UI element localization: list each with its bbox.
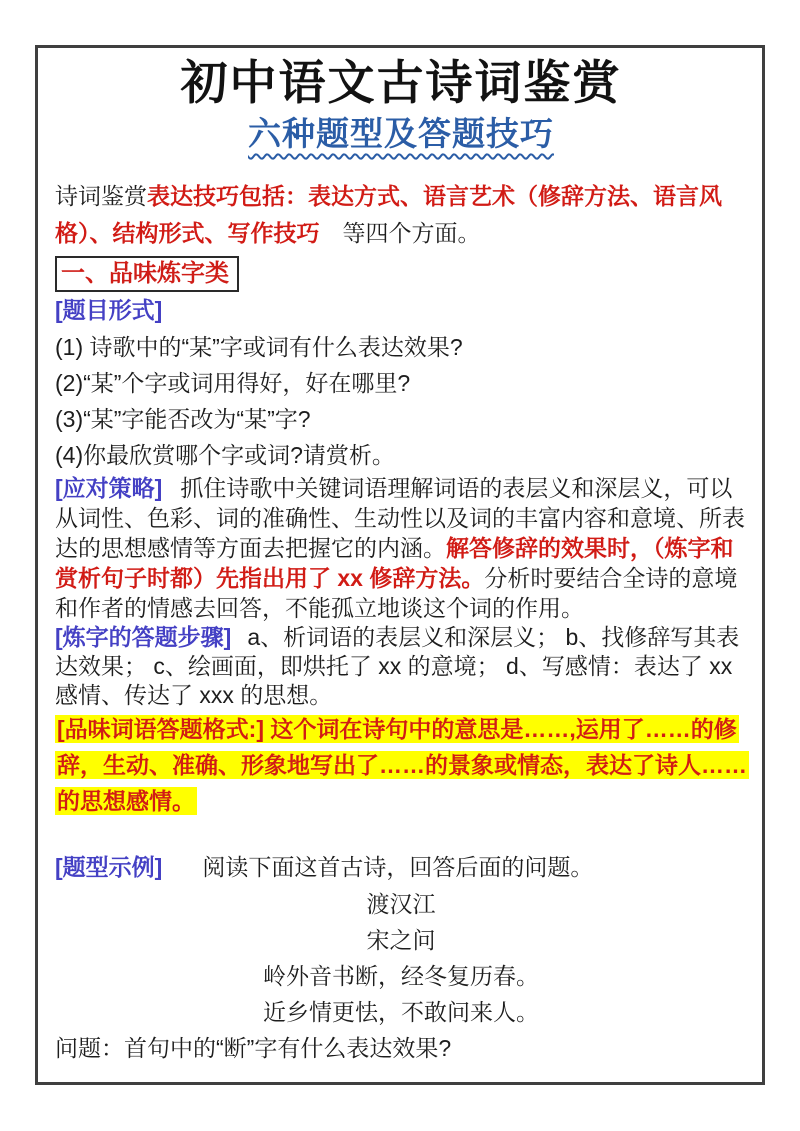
example-instruction: 阅读下面这首古诗，回答后面的问题。 [202, 854, 594, 880]
poem-author: 宋之问 [366, 927, 436, 953]
strategy-text-2: 分析时要结合全诗的意境和作者的情感去回答，不能孤立地谈这个词的作用。 [55, 565, 738, 621]
question-forms-list [55, 329, 747, 473]
steps-text: a、析词语的表层义和深层义； b、找修辞写其表达效果； c、绘画面，即烘托了 xx 的意境； d、写感情：表达了 xx 感情、传达了 xxx 的思想。 [55, 624, 740, 708]
intro-paragraph [55, 178, 747, 252]
answer-format-label: [品味词语答题格式:] [57, 716, 264, 742]
strategy-label: [应对策略] [55, 475, 163, 501]
question-form-item: (3)“某”字能否改为“某”字? [55, 406, 311, 432]
page-border-frame [35, 45, 765, 1085]
poem-title: 渡汉江 [366, 891, 436, 917]
strategy-text-1: 抓住诗歌中关键词语理解词语的表层义和深层义，可以从词性、色彩、词的准确性、生动性以及词的丰富内容和意境、所表达的思想感情等方面去把握它的内涵。 [55, 475, 745, 561]
intro-prefix: 诗词鉴赏 [55, 183, 147, 209]
question-forms-label: [题目形式] [55, 297, 163, 323]
section-heading: 一、品味炼字类 [55, 256, 239, 292]
answer-format-paragraph [55, 711, 747, 819]
example-question: 问题：首句中的“断”字有什么表达效果? [55, 1035, 452, 1061]
poem-block [55, 886, 747, 1030]
question-form-item: (4)你最欣赏哪个字或词?请赏析。 [55, 442, 395, 468]
page-title: 初中语文古诗词鉴赏 [180, 56, 622, 109]
page-subtitle: 六种题型及答题技巧 [248, 115, 554, 152]
yellow-highlight [55, 715, 749, 815]
question-form-item: (2)“某”个字或词用得好，好在哪里? [55, 370, 411, 396]
intro-suffix: 等四个方面。 [319, 220, 481, 246]
intro-emphasis: 表达技巧包括：表达方式、语言艺术（修辞方法、语言风格）、结构形式、写作技巧 [55, 183, 722, 246]
poem-line: 岭外音书断，经冬复历春。 [263, 963, 539, 989]
steps-label: [炼字的答题步骤] [55, 624, 232, 650]
answer-format-text: 这个词在诗句中的意思是……,运用了……的修辞，生动、准确、形象地写出了……的景象或情态，表达了诗人……的思想感情。 [57, 716, 747, 814]
poem-line: 近乡情更怯，不敢问来人。 [263, 999, 539, 1025]
strategy-paragraph [55, 473, 747, 623]
example-label: [题型示例] [55, 854, 163, 880]
subtitle-row [55, 114, 747, 154]
strategy-emphasis: 解答修辞的效果时，（炼字和赏析句子时都）先指出用了 xx 修辞方法。 [55, 535, 734, 591]
steps-paragraph [55, 623, 747, 710]
section-heading-row [55, 256, 747, 292]
question-form-item: (1) 诗歌中的“某”字或词有什么表达效果? [55, 334, 463, 360]
example-row [55, 849, 747, 886]
